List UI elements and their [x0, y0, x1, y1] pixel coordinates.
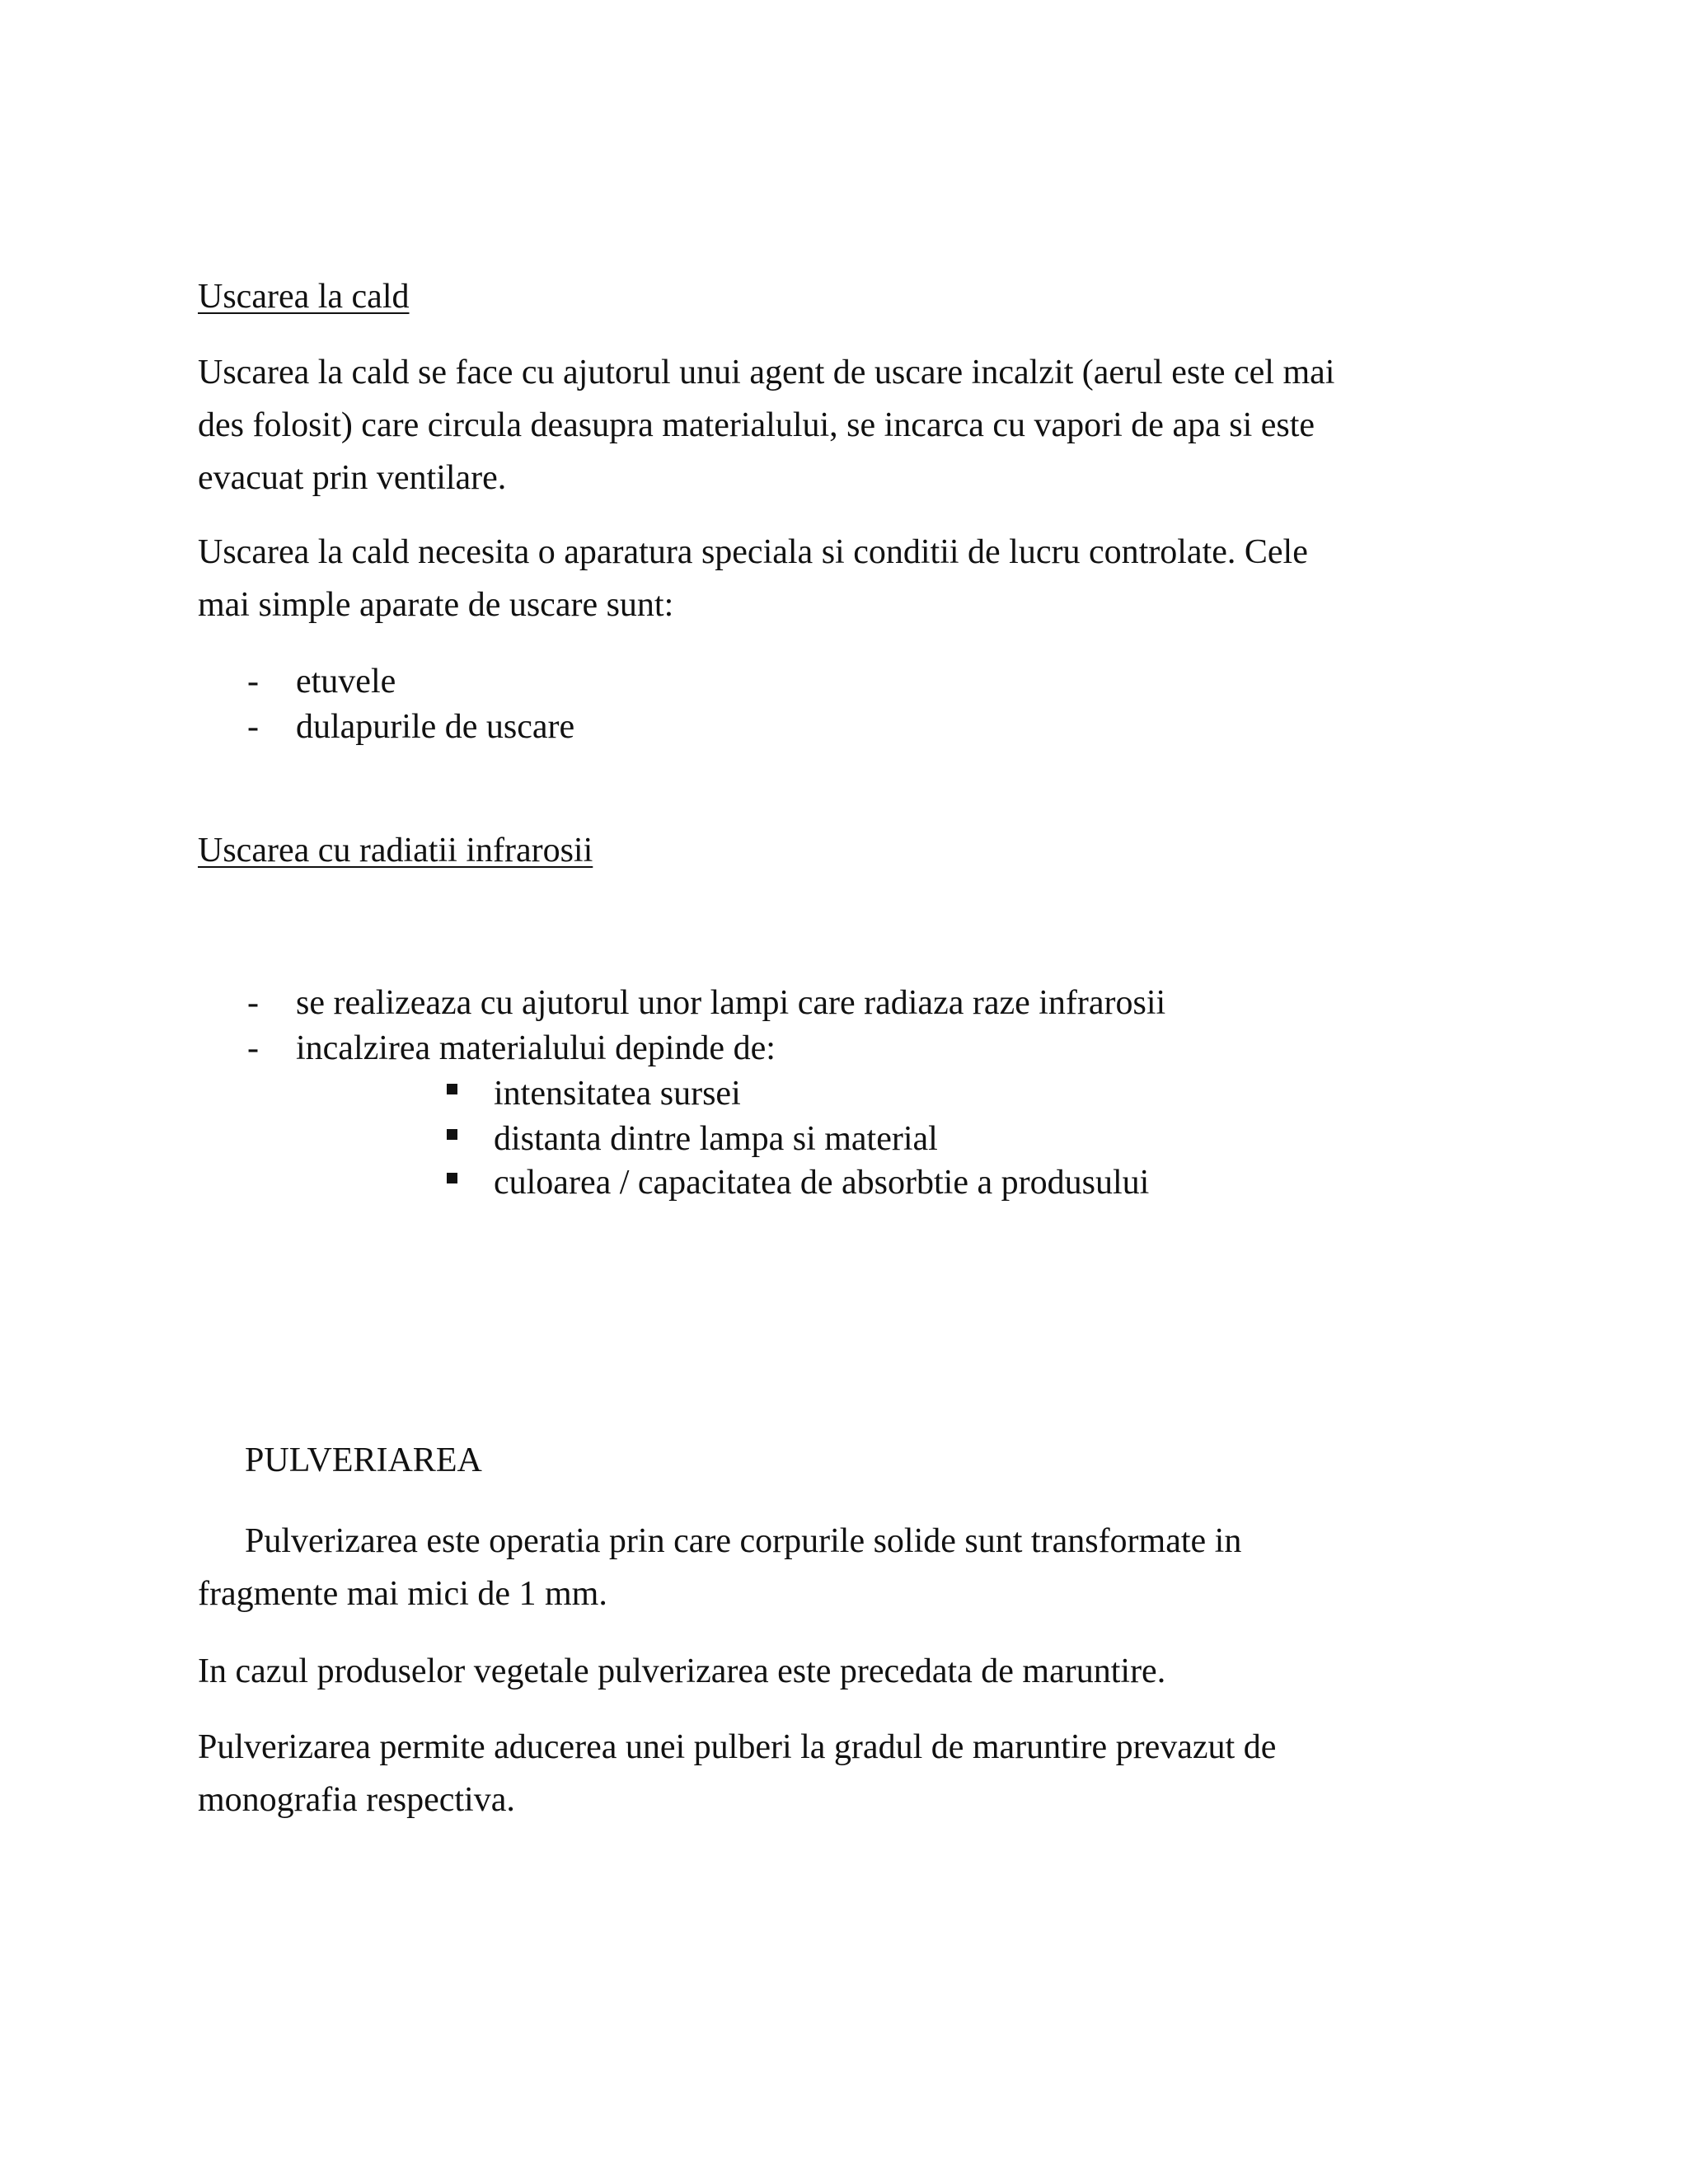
list-dash: -: [247, 663, 259, 701]
paragraph-line: Pulverizarea este operatia prin care corpurile solide sunt transformate in: [245, 1522, 1242, 1560]
paragraph-line: Uscarea la cald necesita o aparatura speciala si conditii de lucru controlate. Cele: [198, 533, 1308, 571]
list-item: dulapurile de uscare: [296, 708, 575, 746]
paragraph-line: evacuat prin ventilare.: [198, 459, 507, 497]
paragraph-line: In cazul produselor vegetale pulverizarea este precedata de maruntire.: [198, 1652, 1166, 1690]
paragraph-line: Pulverizarea permite aducerea unei pulberi la gradul de maruntire prevazut de: [198, 1728, 1277, 1766]
section-heading-pulveriarea: PULVERIAREA: [245, 1441, 482, 1479]
paragraph-line: Uscarea la cald se face cu ajutorul unui agent de uscare incalzit (aerul este cel mai: [198, 354, 1335, 391]
section-heading-uscarea-cu-radiatii: Uscarea cu radiatii infrarosii: [198, 832, 593, 869]
sublist-item: intensitatea sursei: [494, 1075, 741, 1113]
list-dash: -: [247, 984, 259, 1022]
section-heading-uscarea-la-cald: Uscarea la cald: [198, 278, 410, 316]
square-bullet-icon: [447, 1173, 457, 1183]
list-item: incalzirea materialului depinde de:: [296, 1029, 776, 1067]
square-bullet-icon: [447, 1084, 457, 1094]
square-bullet-icon: [447, 1129, 457, 1140]
paragraph-line: monografia respectiva.: [198, 1781, 515, 1819]
list-dash: -: [247, 708, 259, 746]
list-item: se realizeaza cu ajutorul unor lampi care radiaza raze infrarosii: [296, 984, 1166, 1022]
list-item: etuvele: [296, 663, 396, 701]
sublist-item: culoarea / capacitatea de absorbtie a produsului: [494, 1164, 1150, 1202]
paragraph-line: fragmente mai mici de 1 mm.: [198, 1575, 607, 1613]
sublist-item: distanta dintre lampa si material: [494, 1120, 938, 1158]
list-dash: -: [247, 1029, 259, 1067]
paragraph-line: des folosit) care circula deasupra materialului, se incarca cu vapori de apa si este: [198, 406, 1315, 444]
paragraph-line: mai simple aparate de uscare sunt:: [198, 586, 674, 624]
